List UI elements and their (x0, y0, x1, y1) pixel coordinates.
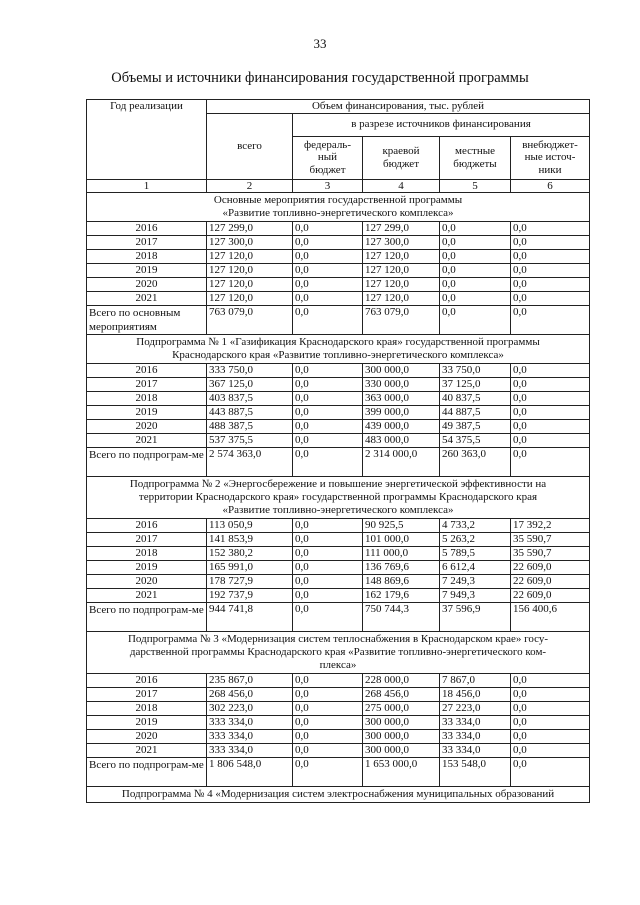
total-cell: 127 120,0 (207, 292, 293, 306)
federal-cell: 0,0 (293, 716, 363, 730)
year-cell: 2019 (87, 264, 207, 278)
table-row (87, 222, 590, 236)
table-row (87, 730, 590, 744)
regional-cell: 127 120,0 (363, 264, 440, 278)
year-cell: 2016 (87, 674, 207, 688)
regional-cell: 439 000,0 (363, 420, 440, 434)
year-cell: 2018 (87, 702, 207, 716)
local-cell: 27 223,0 (440, 702, 511, 716)
federal-cell: 0,0 (293, 420, 363, 434)
federal-cell: 0,0 (293, 222, 363, 236)
total-cell: 165 991,0 (207, 561, 293, 575)
section-title: Основные мероприятия государственной программы «Развитие топливно-энергетического комплекса» (87, 193, 590, 222)
local-cell: 7 249,3 (440, 575, 511, 589)
total-cell: 127 300,0 (207, 236, 293, 250)
extra-cell: 0,0 (511, 758, 590, 787)
regional-cell: 111 000,0 (363, 547, 440, 561)
year-cell: 2016 (87, 519, 207, 533)
extra-cell: 35 590,7 (511, 533, 590, 547)
section-title: Подпрограмма № 4 «Модернизация систем электроснабжения муниципальных образований (87, 787, 590, 803)
extra-cell: 0,0 (511, 744, 590, 758)
local-cell: 7 867,0 (440, 674, 511, 688)
total-cell: 127 299,0 (207, 222, 293, 236)
year-cell: 2017 (87, 533, 207, 547)
header-year: Год реализации (87, 100, 207, 180)
section-title: Подпрограмма № 3 «Модернизация систем теплоснабжения в Краснодарском крае» госу- дарственной программы Краснодарского края «Развитие топливно-энергетического ком- плекса» (87, 632, 590, 674)
extra-cell: 0,0 (511, 222, 590, 236)
local-cell: 40 837,5 (440, 392, 511, 406)
total-cell: 443 887,5 (207, 406, 293, 420)
total-row (87, 448, 590, 477)
local-cell: 7 949,3 (440, 589, 511, 603)
local-cell: 54 375,5 (440, 434, 511, 448)
year-cell: 2021 (87, 292, 207, 306)
federal-cell: 0,0 (293, 406, 363, 420)
federal-cell: 0,0 (293, 306, 363, 335)
year-cell: 2020 (87, 575, 207, 589)
federal-cell: 0,0 (293, 250, 363, 264)
total-cell: 403 837,5 (207, 392, 293, 406)
header-federal: федераль- ный бюджет (293, 136, 363, 179)
federal-cell: 0,0 (293, 674, 363, 688)
local-cell: 5 263,2 (440, 533, 511, 547)
extra-cell: 0,0 (511, 378, 590, 392)
regional-cell: 268 456,0 (363, 688, 440, 702)
local-cell: 0,0 (440, 292, 511, 306)
extra-cell: 0,0 (511, 250, 590, 264)
total-cell: 235 867,0 (207, 674, 293, 688)
regional-cell: 162 179,6 (363, 589, 440, 603)
header-total: всего (207, 113, 293, 179)
extra-cell: 0,0 (511, 716, 590, 730)
federal-cell: 0,0 (293, 547, 363, 561)
local-cell: 153 548,0 (440, 758, 511, 787)
table-row (87, 547, 590, 561)
table-row (87, 378, 590, 392)
total-label: Всего по подпрограм-ме (87, 758, 207, 787)
total-cell: 488 387,5 (207, 420, 293, 434)
regional-cell: 275 000,0 (363, 702, 440, 716)
regional-cell: 2 314 000,0 (363, 448, 440, 477)
extra-cell: 0,0 (511, 688, 590, 702)
total-cell: 127 120,0 (207, 264, 293, 278)
regional-cell: 127 120,0 (363, 292, 440, 306)
table-row (87, 561, 590, 575)
local-cell: 33 334,0 (440, 744, 511, 758)
federal-cell: 0,0 (293, 533, 363, 547)
regional-cell: 127 300,0 (363, 236, 440, 250)
federal-cell: 0,0 (293, 744, 363, 758)
extra-cell: 0,0 (511, 406, 590, 420)
federal-cell: 0,0 (293, 292, 363, 306)
regional-cell: 750 744,3 (363, 603, 440, 632)
total-cell: 178 727,9 (207, 575, 293, 589)
year-cell: 2021 (87, 589, 207, 603)
total-row (87, 758, 590, 787)
total-cell: 537 375,5 (207, 434, 293, 448)
table-row (87, 392, 590, 406)
year-cell: 2019 (87, 561, 207, 575)
federal-cell: 0,0 (293, 561, 363, 575)
regional-cell: 127 299,0 (363, 222, 440, 236)
total-cell: 127 120,0 (207, 250, 293, 264)
total-label: Всего по основным мероприятиям (87, 306, 207, 335)
total-cell: 192 737,9 (207, 589, 293, 603)
year-cell: 2018 (87, 392, 207, 406)
year-cell: 2016 (87, 222, 207, 236)
section-title-row (87, 632, 590, 674)
header-volume: Объем финансирования, тыс. рублей (207, 100, 590, 114)
table-row (87, 716, 590, 730)
extra-cell: 0,0 (511, 674, 590, 688)
regional-cell: 90 925,5 (363, 519, 440, 533)
federal-cell: 0,0 (293, 264, 363, 278)
local-cell: 5 789,5 (440, 547, 511, 561)
table-row (87, 236, 590, 250)
federal-cell: 0,0 (293, 603, 363, 632)
extra-cell: 0,0 (511, 364, 590, 378)
local-cell: 33 750,0 (440, 364, 511, 378)
header-regional: краевой бюджет (363, 136, 440, 179)
local-cell: 37 125,0 (440, 378, 511, 392)
local-cell: 44 887,5 (440, 406, 511, 420)
total-cell: 944 741,8 (207, 603, 293, 632)
extra-cell: 0,0 (511, 702, 590, 716)
federal-cell: 0,0 (293, 519, 363, 533)
federal-cell: 0,0 (293, 434, 363, 448)
table-row (87, 744, 590, 758)
regional-cell: 399 000,0 (363, 406, 440, 420)
column-number: 4 (363, 179, 440, 193)
table-row (87, 250, 590, 264)
federal-cell: 0,0 (293, 364, 363, 378)
header-local: местные бюджеты (440, 136, 511, 179)
table-row (87, 575, 590, 589)
section-title-row (87, 193, 590, 222)
total-cell: 367 125,0 (207, 378, 293, 392)
year-cell: 2018 (87, 250, 207, 264)
extra-cell: 17 392,2 (511, 519, 590, 533)
page-number: 33 (313, 36, 327, 51)
total-cell: 302 223,0 (207, 702, 293, 716)
total-cell: 1 806 548,0 (207, 758, 293, 787)
regional-cell: 300 000,0 (363, 730, 440, 744)
table-row (87, 519, 590, 533)
table-row (87, 589, 590, 603)
column-number: 3 (293, 179, 363, 193)
regional-cell: 127 120,0 (363, 278, 440, 292)
total-cell: 763 079,0 (207, 306, 293, 335)
regional-cell: 300 000,0 (363, 364, 440, 378)
table-row (87, 278, 590, 292)
table-row (87, 533, 590, 547)
section-title-row (87, 787, 590, 803)
total-cell: 268 456,0 (207, 688, 293, 702)
column-numbers-row (87, 179, 590, 193)
year-cell: 2020 (87, 420, 207, 434)
extra-cell: 22 609,0 (511, 575, 590, 589)
total-cell: 2 574 363,0 (207, 448, 293, 477)
local-cell: 0,0 (440, 278, 511, 292)
federal-cell: 0,0 (293, 448, 363, 477)
table-row (87, 364, 590, 378)
year-cell: 2019 (87, 716, 207, 730)
extra-cell: 0,0 (511, 730, 590, 744)
regional-cell: 1 653 000,0 (363, 758, 440, 787)
extra-cell: 22 609,0 (511, 561, 590, 575)
regional-cell: 136 769,6 (363, 561, 440, 575)
table-row (87, 406, 590, 420)
regional-cell: 101 000,0 (363, 533, 440, 547)
local-cell: 0,0 (440, 264, 511, 278)
extra-cell: 0,0 (511, 448, 590, 477)
header-by-sources: в разрезе источников финансирования (293, 113, 590, 136)
year-cell: 2021 (87, 434, 207, 448)
column-number: 1 (87, 179, 207, 193)
extra-cell: 35 590,7 (511, 547, 590, 561)
section-title: Подпрограмма № 1 «Газификация Краснодарского края» государственной программы Краснодарского края «Развитие топливно-энергетического комплекса» (87, 335, 590, 364)
total-label: Всего по подпрограм-ме (87, 448, 207, 477)
extra-cell: 0,0 (511, 292, 590, 306)
local-cell: 0,0 (440, 222, 511, 236)
column-number: 2 (207, 179, 293, 193)
section-title-row (87, 477, 590, 519)
year-cell: 2017 (87, 236, 207, 250)
extra-cell: 22 609,0 (511, 589, 590, 603)
year-cell: 2018 (87, 547, 207, 561)
year-cell: 2020 (87, 730, 207, 744)
local-cell: 0,0 (440, 250, 511, 264)
regional-cell: 763 079,0 (363, 306, 440, 335)
local-cell: 33 334,0 (440, 716, 511, 730)
page-title: Объемы и источники финансирования государственной программы (111, 70, 529, 86)
year-cell: 2019 (87, 406, 207, 420)
extra-cell: 0,0 (511, 434, 590, 448)
local-cell: 0,0 (440, 306, 511, 335)
total-cell: 127 120,0 (207, 278, 293, 292)
year-cell: 2017 (87, 688, 207, 702)
local-cell: 0,0 (440, 236, 511, 250)
regional-cell: 330 000,0 (363, 378, 440, 392)
table-row (87, 264, 590, 278)
total-cell: 333 750,0 (207, 364, 293, 378)
year-cell: 2021 (87, 744, 207, 758)
table-row (87, 674, 590, 688)
total-cell: 141 853,9 (207, 533, 293, 547)
extra-cell: 156 400,6 (511, 603, 590, 632)
year-cell: 2017 (87, 378, 207, 392)
regional-cell: 127 120,0 (363, 250, 440, 264)
extra-cell: 0,0 (511, 392, 590, 406)
local-cell: 37 596,9 (440, 603, 511, 632)
section-title-row (87, 335, 590, 364)
federal-cell: 0,0 (293, 702, 363, 716)
table-row (87, 688, 590, 702)
federal-cell: 0,0 (293, 575, 363, 589)
funding-table (86, 99, 590, 803)
table-row (87, 420, 590, 434)
section-title: Подпрограмма № 2 «Энергосбережение и повышение энергетической эффективности на территории Краснодарского края» государственной программы Краснодарского края «Развитие топливно-энергетического комплекса» (87, 477, 590, 519)
table-body (87, 193, 590, 803)
federal-cell: 0,0 (293, 378, 363, 392)
column-number: 5 (440, 179, 511, 193)
federal-cell: 0,0 (293, 589, 363, 603)
year-cell: 2020 (87, 278, 207, 292)
total-cell: 333 334,0 (207, 716, 293, 730)
federal-cell: 0,0 (293, 392, 363, 406)
extra-cell: 0,0 (511, 278, 590, 292)
total-cell: 152 380,2 (207, 547, 293, 561)
local-cell: 18 456,0 (440, 688, 511, 702)
regional-cell: 483 000,0 (363, 434, 440, 448)
extra-cell: 0,0 (511, 236, 590, 250)
total-cell: 333 334,0 (207, 730, 293, 744)
federal-cell: 0,0 (293, 730, 363, 744)
local-cell: 49 387,5 (440, 420, 511, 434)
header-extra: внебюджет- ные источ- ники (511, 136, 590, 179)
total-cell: 113 050,9 (207, 519, 293, 533)
local-cell: 6 612,4 (440, 561, 511, 575)
column-number: 6 (511, 179, 590, 193)
regional-cell: 300 000,0 (363, 716, 440, 730)
local-cell: 260 363,0 (440, 448, 511, 477)
total-cell: 333 334,0 (207, 744, 293, 758)
local-cell: 4 733,2 (440, 519, 511, 533)
table-row (87, 434, 590, 448)
header-row-1 (87, 100, 590, 114)
regional-cell: 148 869,6 (363, 575, 440, 589)
federal-cell: 0,0 (293, 236, 363, 250)
federal-cell: 0,0 (293, 278, 363, 292)
year-cell: 2016 (87, 364, 207, 378)
federal-cell: 0,0 (293, 758, 363, 787)
federal-cell: 0,0 (293, 688, 363, 702)
table-row (87, 292, 590, 306)
extra-cell: 0,0 (511, 264, 590, 278)
extra-cell: 0,0 (511, 306, 590, 335)
local-cell: 33 334,0 (440, 730, 511, 744)
regional-cell: 300 000,0 (363, 744, 440, 758)
total-label: Всего по подпрограм-ме (87, 603, 207, 632)
total-row (87, 603, 590, 632)
table-row (87, 702, 590, 716)
extra-cell: 0,0 (511, 420, 590, 434)
regional-cell: 228 000,0 (363, 674, 440, 688)
regional-cell: 363 000,0 (363, 392, 440, 406)
total-row (87, 306, 590, 335)
